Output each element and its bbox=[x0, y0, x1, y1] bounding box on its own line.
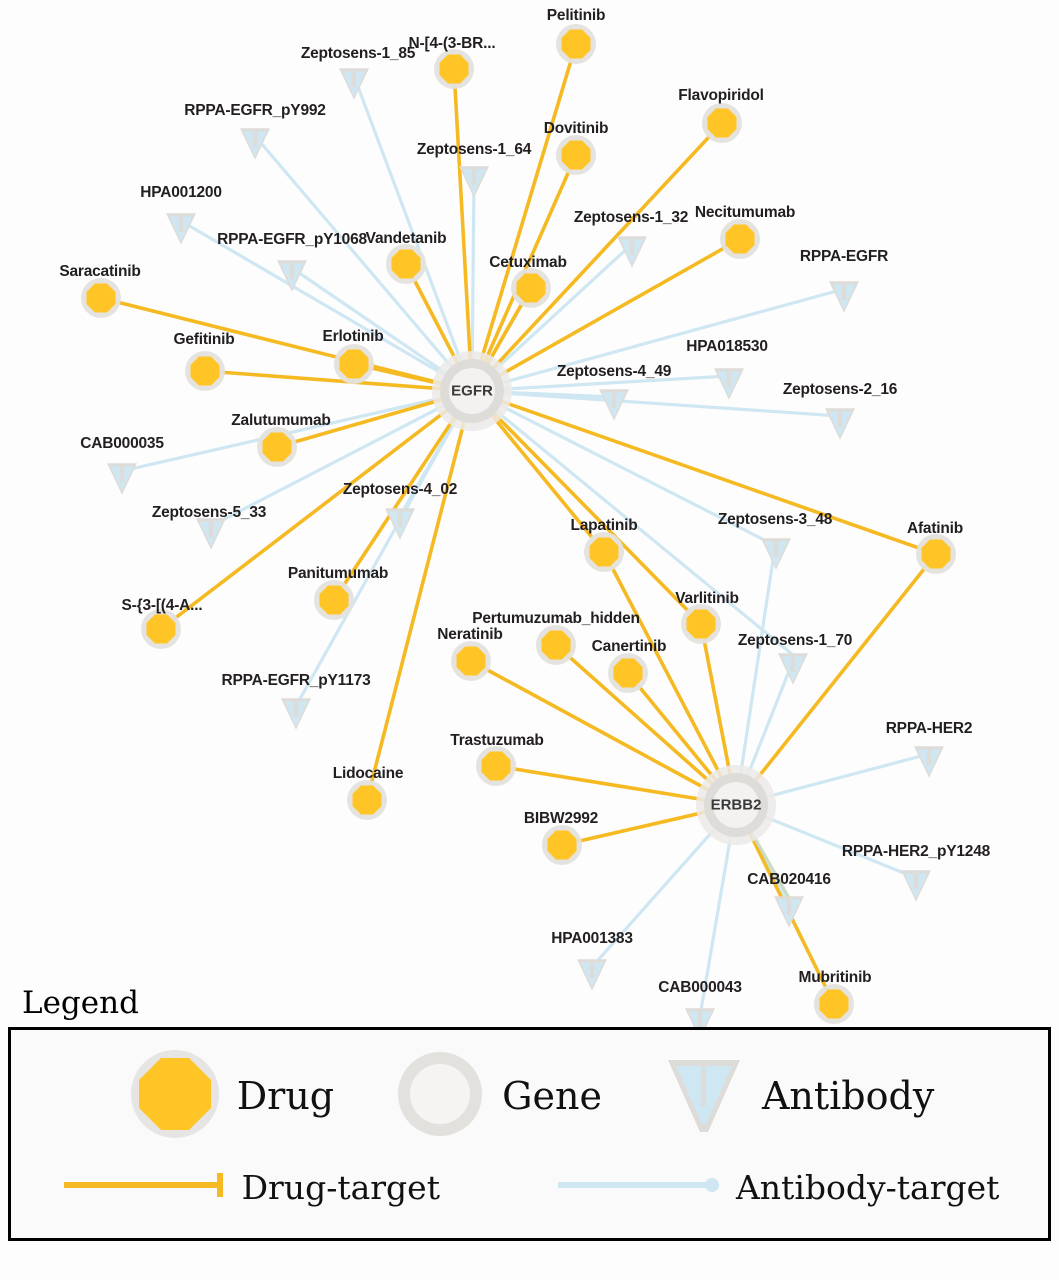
node-label: RPPA-HER2_pY1248 bbox=[841, 843, 991, 860]
gene-node-label: ERBB2 bbox=[710, 796, 762, 814]
antibody-node[interactable] bbox=[761, 538, 791, 570]
gene-circle-icon bbox=[390, 1044, 490, 1149]
antibody-node[interactable] bbox=[825, 408, 855, 440]
antibody-node[interactable] bbox=[599, 389, 629, 421]
drug-node[interactable] bbox=[726, 225, 755, 254]
antibody-node[interactable] bbox=[385, 508, 415, 540]
antibody-node[interactable] bbox=[166, 213, 196, 245]
antibody-node[interactable] bbox=[281, 698, 311, 730]
node-label: Zeptosens-1_32 bbox=[573, 209, 689, 226]
legend-item-antibody-target bbox=[554, 1168, 999, 1207]
node-label: Trastuzumab bbox=[450, 732, 544, 749]
node-label: RPPA-EGFR bbox=[799, 248, 889, 265]
antibody-node[interactable] bbox=[901, 870, 931, 902]
legend bbox=[8, 985, 1051, 1241]
node-label: CAB000043 bbox=[658, 979, 742, 996]
drug-node[interactable] bbox=[457, 647, 486, 676]
drug-node[interactable] bbox=[263, 433, 292, 462]
drug-node[interactable] bbox=[590, 538, 619, 567]
edges-layer bbox=[101, 44, 936, 1016]
node-label: BIBW2992 bbox=[523, 810, 599, 827]
node-label: CAB020416 bbox=[747, 871, 831, 888]
drug-node[interactable] bbox=[482, 752, 511, 781]
legend-label-antibody-target: Antibody-target bbox=[735, 1167, 1000, 1207]
legend-title: Legend bbox=[22, 985, 139, 1021]
drug-node[interactable] bbox=[708, 109, 737, 138]
legend-item-antibody bbox=[658, 1044, 934, 1149]
antibody-node[interactable] bbox=[914, 746, 944, 778]
node-label: Dovitinib bbox=[543, 120, 609, 137]
node-label: Cetuximab bbox=[489, 254, 567, 271]
node-label: Neratinib bbox=[437, 626, 503, 643]
legend-label-antibody: Antibody bbox=[761, 1074, 935, 1118]
node-label: Afatinib bbox=[906, 520, 964, 537]
node-label: Lidocaine bbox=[332, 765, 404, 782]
antibody-target-edge-icon bbox=[554, 1170, 724, 1205]
node-label: RPPA-EGFR_pY1068 bbox=[217, 231, 367, 248]
drug-node[interactable] bbox=[542, 631, 571, 660]
drug-node[interactable] bbox=[87, 284, 116, 313]
node-label: Necitumumab bbox=[694, 204, 796, 221]
legend-item-drug bbox=[125, 1044, 334, 1149]
antibody-node[interactable] bbox=[778, 653, 808, 685]
node-label: Erlotinib bbox=[322, 328, 384, 345]
node-label: Vandetanib bbox=[365, 230, 447, 247]
antibody-node[interactable] bbox=[339, 68, 369, 100]
node-label: HPA001200 bbox=[140, 184, 222, 201]
node-label: S-{3-[(4-A... bbox=[121, 597, 203, 614]
drug-node[interactable] bbox=[614, 659, 643, 688]
node-label: Varlitinib bbox=[675, 590, 739, 607]
legend-item-gene bbox=[390, 1044, 602, 1149]
node-label: Zeptosens-1_85 bbox=[300, 45, 416, 62]
drug-node[interactable] bbox=[548, 831, 577, 860]
node-label: Saracatinib bbox=[59, 263, 141, 280]
node-label: Zeptosens-2_16 bbox=[782, 381, 898, 398]
node-label: Zeptosens-3_48 bbox=[717, 511, 833, 528]
drug-target-edge-icon bbox=[60, 1170, 230, 1205]
drug-node[interactable] bbox=[147, 615, 176, 644]
node-label: Zeptosens-1_64 bbox=[416, 141, 532, 158]
drug-node[interactable] bbox=[922, 540, 951, 569]
drug-node[interactable] bbox=[562, 30, 591, 59]
antibody-node[interactable] bbox=[714, 368, 744, 400]
node-label: RPPA-EGFR_pY992 bbox=[184, 102, 326, 119]
antibody-node[interactable] bbox=[196, 518, 226, 550]
node-label: CAB000035 bbox=[80, 435, 164, 452]
antibody-node[interactable] bbox=[107, 463, 137, 495]
node-label: Zeptosens-5_33 bbox=[151, 504, 267, 521]
node-label: Zeptosens-1_70 bbox=[737, 632, 853, 649]
node-label: Zeptosens-4_02 bbox=[342, 481, 458, 498]
legend-label-drug: Drug bbox=[236, 1074, 335, 1118]
node-label: RPPA-HER2 bbox=[885, 720, 973, 737]
node-label: N-[4-(3-BR... bbox=[408, 35, 496, 52]
node-label: Lapatinib bbox=[570, 517, 638, 534]
drug-node[interactable] bbox=[191, 357, 220, 386]
node-label: HPA018530 bbox=[686, 338, 768, 355]
legend-box bbox=[8, 1027, 1051, 1241]
legend-label-drug-target: Drug-target bbox=[241, 1167, 440, 1207]
legend-item-drug-target bbox=[60, 1168, 440, 1207]
node-label: Mubritinib bbox=[798, 969, 872, 986]
node-label: Zalutumumab bbox=[231, 412, 331, 429]
drug-node[interactable] bbox=[320, 586, 349, 615]
antibody-chevron-icon bbox=[658, 1044, 750, 1149]
nodes-layer bbox=[81, 24, 956, 1030]
antibody-node[interactable] bbox=[459, 166, 489, 198]
drug-node[interactable] bbox=[440, 55, 469, 84]
drug-octagon-icon bbox=[125, 1044, 225, 1149]
antibody-node[interactable] bbox=[829, 281, 859, 313]
drug-node[interactable] bbox=[687, 610, 716, 639]
drug-node[interactable] bbox=[392, 250, 421, 279]
node-label: Gefitinib bbox=[173, 331, 235, 348]
legend-label-gene: Gene bbox=[502, 1074, 602, 1118]
drug-node[interactable] bbox=[562, 141, 591, 170]
drug-node[interactable] bbox=[353, 786, 382, 815]
node-label: HPA001383 bbox=[551, 930, 633, 947]
node-label: Pelitinib bbox=[546, 7, 606, 24]
node-label: Panitumumab bbox=[287, 565, 389, 582]
gene-node-label: EGFR bbox=[451, 382, 493, 400]
node-label: Zeptosens-4_49 bbox=[556, 363, 672, 380]
node-label: Pertumuzumab_hidden bbox=[472, 610, 640, 627]
node-label: RPPA-EGFR_pY1173 bbox=[221, 672, 371, 689]
antibody-node[interactable] bbox=[240, 128, 270, 160]
node-label: Flavopiridol bbox=[678, 87, 764, 104]
node-label: Canertinib bbox=[591, 638, 667, 655]
drug-node[interactable] bbox=[340, 350, 369, 379]
antibody-node[interactable] bbox=[774, 896, 804, 928]
drug-node[interactable] bbox=[517, 274, 546, 303]
